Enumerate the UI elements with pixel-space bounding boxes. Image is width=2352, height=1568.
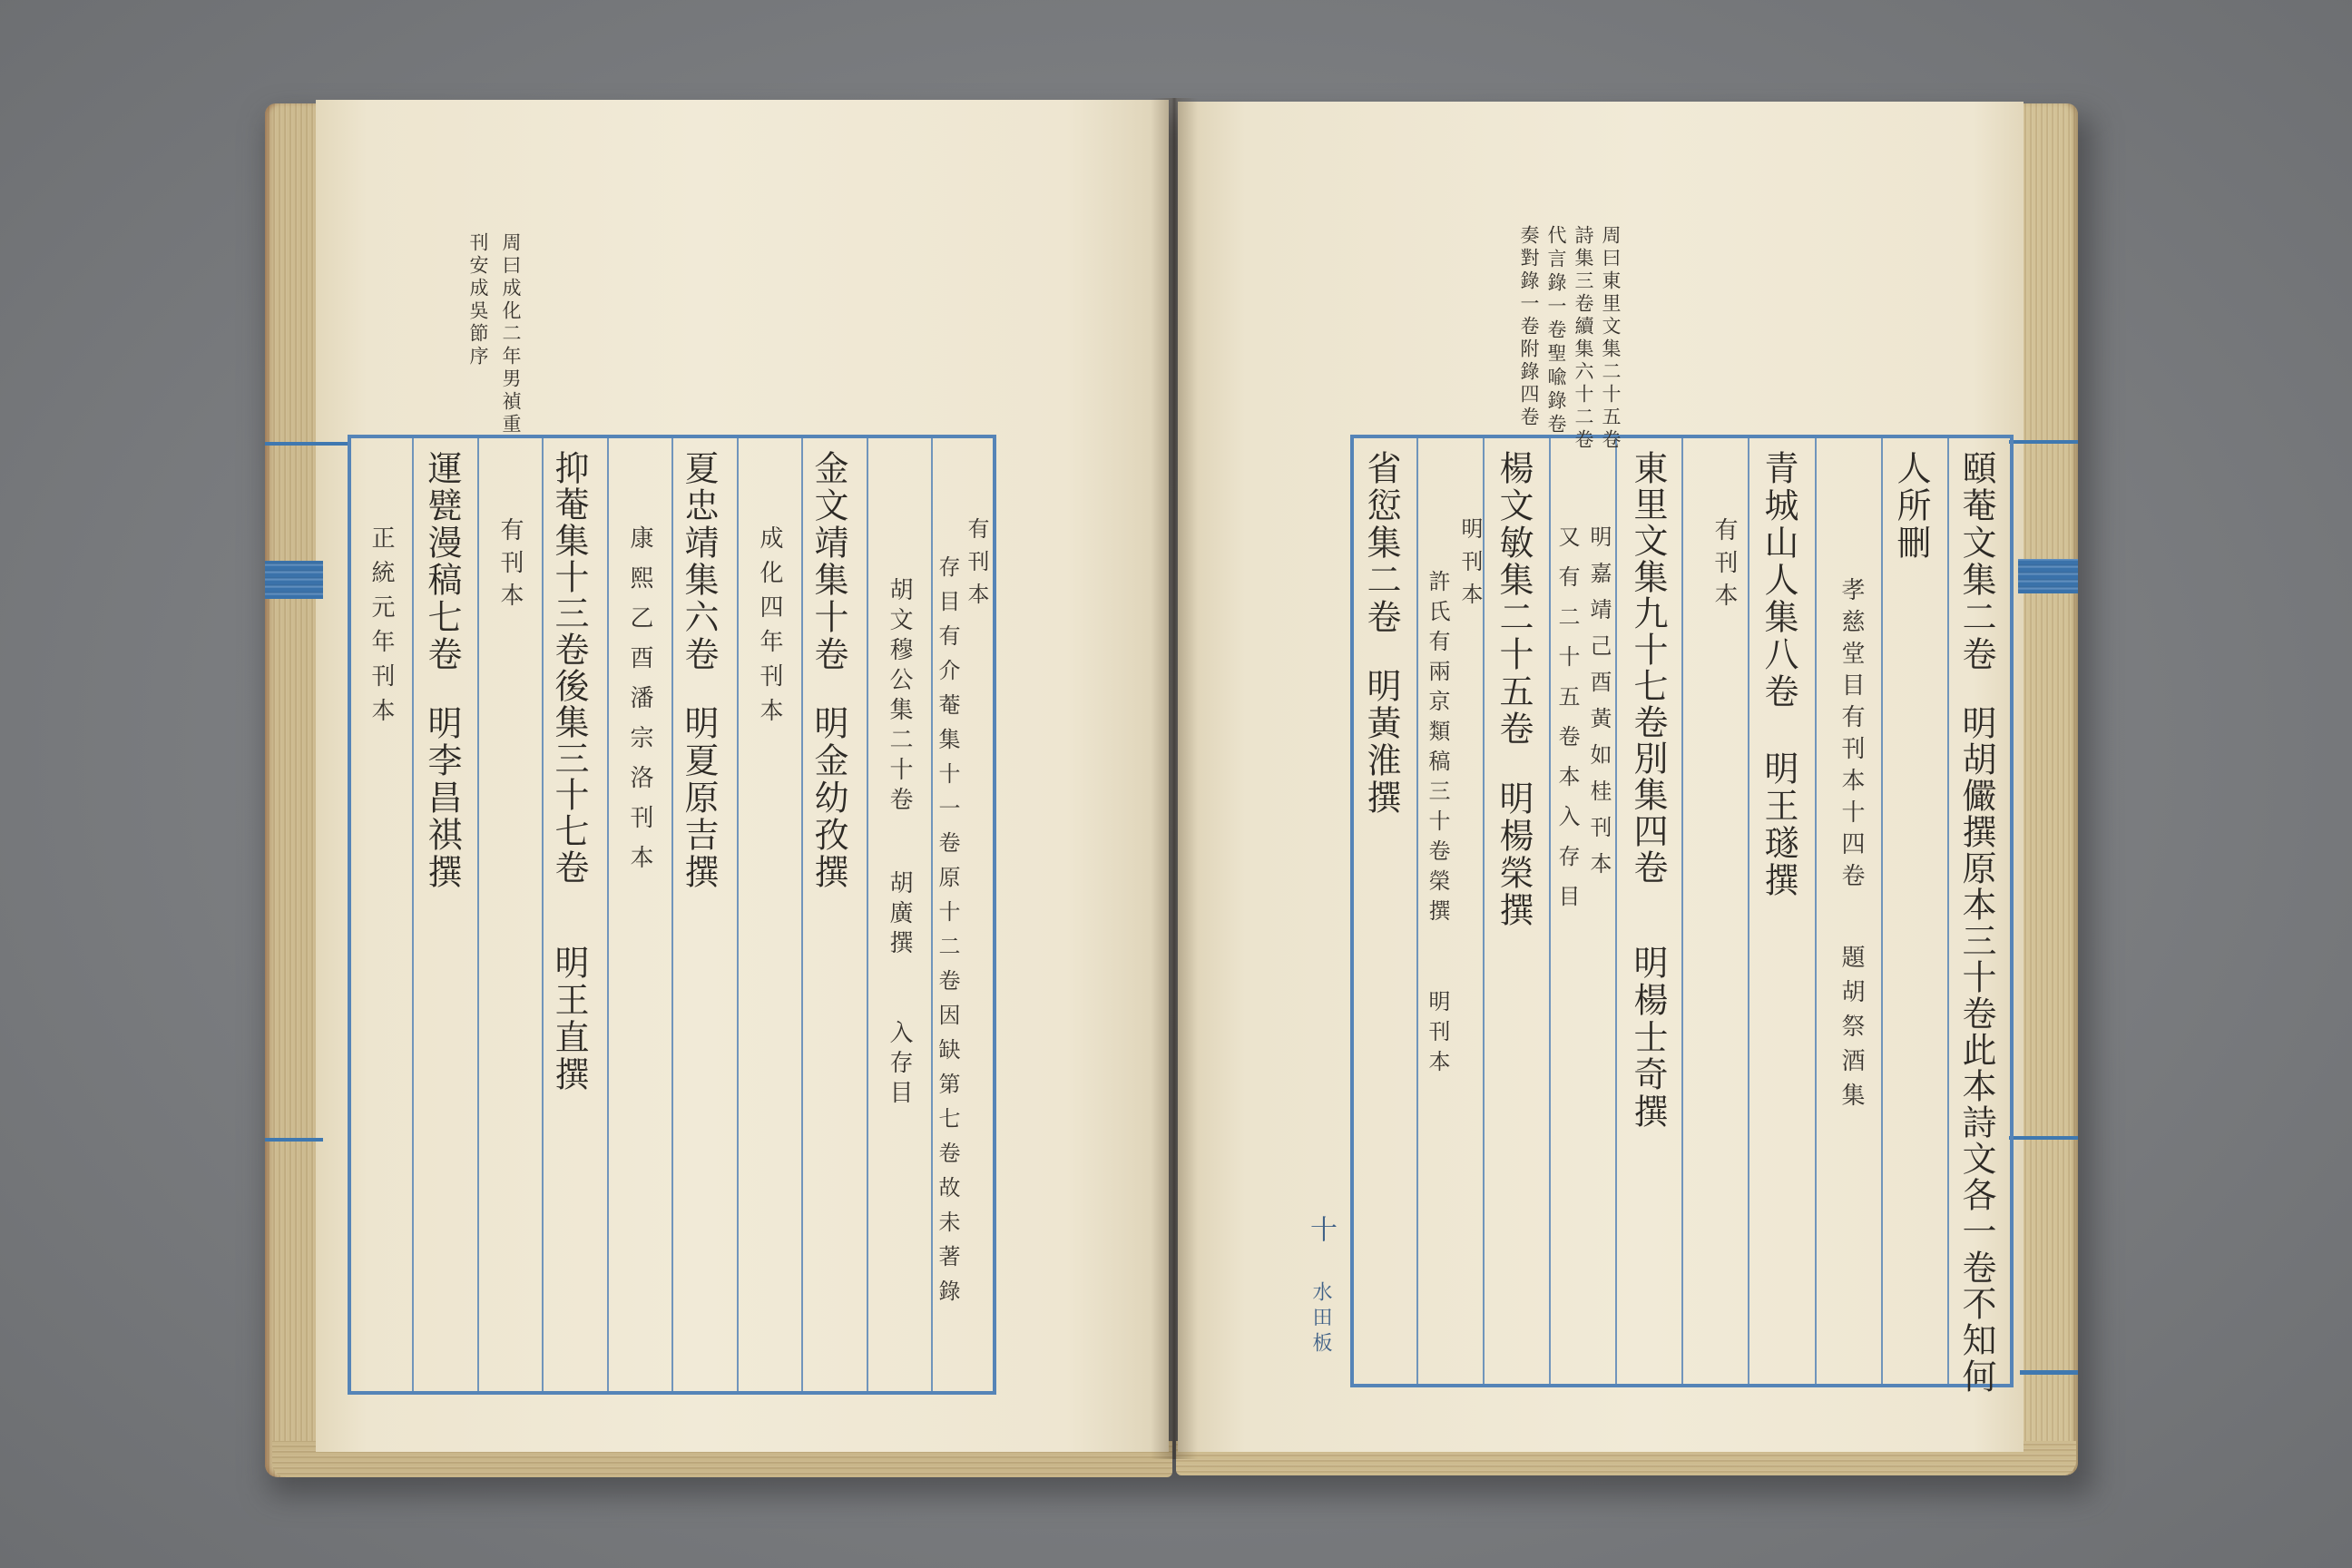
- entry-title: 運甓漫稿七卷: [422, 450, 462, 673]
- column-rule: [801, 438, 803, 1391]
- entry-note: 康熙乙酉潘宗洛刊本: [626, 525, 653, 885]
- entry-author: 明夏原吉撰: [679, 705, 719, 891]
- column-rule: [1681, 438, 1683, 1384]
- entry-author: 明李昌祺撰: [422, 705, 462, 891]
- binding-thread: [2009, 1136, 2078, 1140]
- entry-author: 明楊榮撰: [1494, 780, 1534, 929]
- column-rule: [931, 438, 933, 1391]
- column-rule: [1748, 438, 1749, 1384]
- column-rule: [477, 438, 479, 1391]
- column-rule: [1483, 438, 1485, 1384]
- column-rule: [1881, 438, 1883, 1384]
- entry-note: 有刊本: [496, 517, 524, 615]
- entry-author: 明黃淮撰: [1361, 668, 1401, 817]
- entry-author: 明王直撰: [549, 945, 589, 1093]
- column-rule: [867, 438, 868, 1391]
- binding-thread: [265, 561, 323, 599]
- entry-title: 金文靖集十卷: [808, 450, 848, 673]
- entry-title: 青城山人集八卷: [1759, 450, 1798, 710]
- entry-author-continued: 人所刪: [1891, 450, 1931, 562]
- entry-title: 頤菴文集二卷: [1956, 450, 1996, 673]
- top-note-column: 奏對錄一卷附錄四卷: [1518, 225, 1540, 429]
- entry-note: 入存目: [886, 1020, 913, 1110]
- binding-thread: [2020, 1370, 2078, 1375]
- entry-author: 明楊士奇撰: [1628, 945, 1668, 1131]
- entry-title: 夏忠靖集六卷: [679, 450, 719, 673]
- column-rule: [1549, 438, 1551, 1384]
- column-rule: [412, 438, 414, 1391]
- folio-number: 十: [1305, 1215, 1337, 1242]
- top-note-column: 詩集三卷續集六十二卷: [1573, 225, 1594, 452]
- entry-note: 有刊本: [1710, 517, 1738, 615]
- entry-note: 許氏有兩京類稿三十卷榮撰: [1425, 570, 1450, 929]
- entry-note-title: 胡文穆公集二十卷: [886, 577, 913, 817]
- entry-note: 存目有介菴集十一卷原十二卷因缺第七卷故未著錄: [935, 555, 960, 1314]
- binding-thread: [265, 1138, 323, 1142]
- entry-note-author: 胡廣撰: [886, 870, 913, 960]
- entry-title: 東里文集九十七卷別集四卷: [1628, 450, 1668, 886]
- entry-title: 抑菴集十三卷後集三十七卷: [549, 450, 589, 886]
- gutter-shadow: [1151, 98, 1198, 1459]
- entry-title: 楊文敏集二十五卷: [1494, 450, 1534, 748]
- entry-note: 又有二十五卷本入存目: [1554, 525, 1580, 925]
- entry-note: 成化四年刊本: [756, 525, 783, 732]
- column-rule: [671, 438, 673, 1391]
- column-rule: [607, 438, 609, 1391]
- column-rule: [1615, 438, 1617, 1384]
- binding-thread: [265, 442, 350, 446]
- entry-note: 孝慈堂目有刊本十四卷: [1838, 577, 1865, 895]
- top-note-column: 刊安成吳節序: [467, 232, 489, 368]
- column-rule: [542, 438, 544, 1391]
- column-rule: [1947, 438, 1949, 1384]
- entry-note: 明嘉靖己酉黃如桂刊本: [1586, 525, 1612, 888]
- entry-note: 題胡祭酒集: [1838, 945, 1865, 1117]
- entry-author: 明胡儼撰原本三十卷此本詩文各一卷不知何: [1956, 705, 1996, 1395]
- entry-note: 明刊本: [1425, 990, 1450, 1080]
- right-page-edge-stack: [2016, 103, 2078, 1475]
- binding-thread: [2018, 559, 2078, 593]
- top-note-column: 周曰成化二年男禎重: [500, 232, 522, 436]
- entry-note: 正統元年刊本: [368, 525, 395, 732]
- top-note-column: 周曰東里文集二十五卷: [1600, 225, 1622, 452]
- entry-author: 明王璲撰: [1759, 750, 1798, 899]
- entry-title: 省愆集二卷: [1361, 450, 1401, 636]
- top-note-column: 代言錄一卷聖喩錄卷: [1545, 225, 1567, 437]
- entry-note: 明刊本: [1457, 517, 1483, 615]
- column-rule: [737, 438, 739, 1391]
- binding-thread: [2009, 440, 2078, 444]
- entry-author: 明金幼孜撰: [808, 705, 848, 891]
- column-rule: [1815, 438, 1817, 1384]
- column-rule: [1416, 438, 1418, 1384]
- entry-note: 有刊本: [964, 517, 989, 615]
- block-mark: 水田板: [1309, 1281, 1332, 1357]
